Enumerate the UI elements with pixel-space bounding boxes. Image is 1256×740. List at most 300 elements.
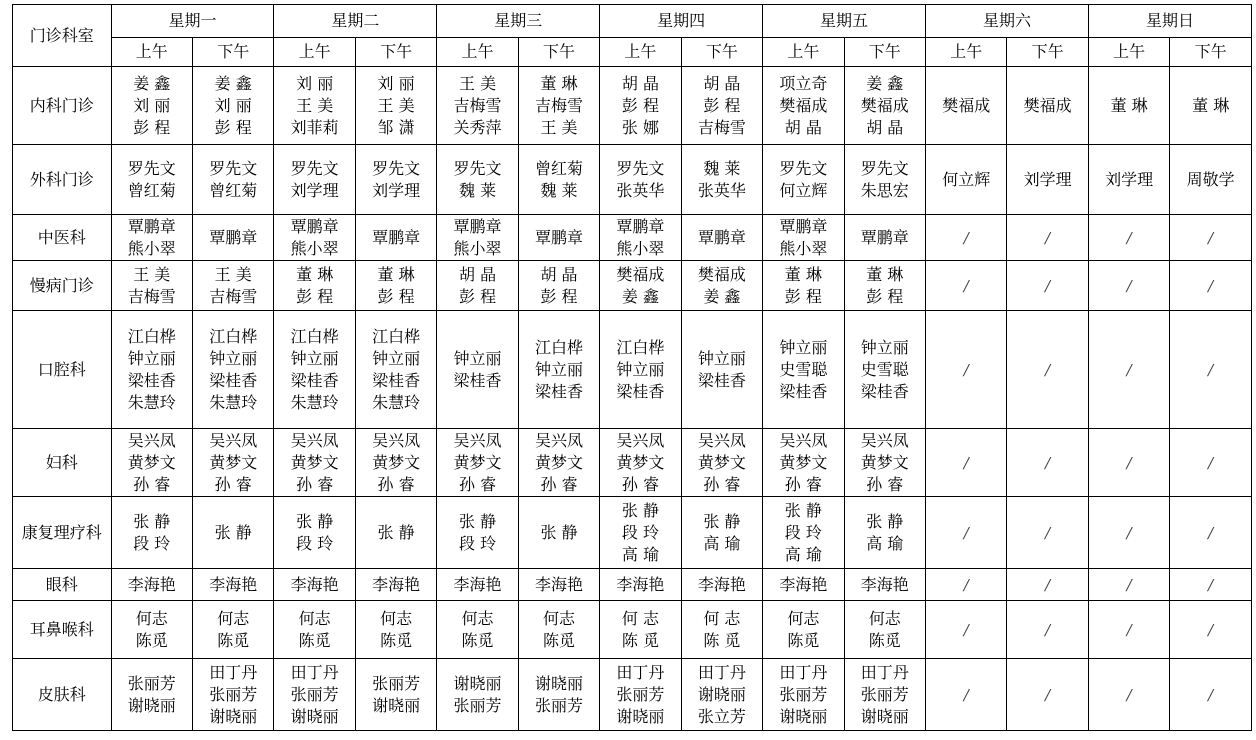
doctor-name: 张丽芳: [616, 684, 665, 704]
schedule-cell: [192, 215, 273, 261]
doctor-name: 吉梅雪: [697, 117, 746, 137]
doctor-name: 樊福成: [779, 95, 828, 115]
doctor-name: 张丽芳: [779, 684, 828, 704]
no-clinic-mark: /: [1045, 360, 1051, 379]
schedule-cell: [111, 429, 192, 497]
doctor-name: 张 静: [296, 511, 334, 531]
doctor-name: 彭 程: [214, 117, 252, 137]
doctor-name: 胡 晶: [459, 264, 497, 284]
schedule-cell: [1170, 145, 1252, 215]
day-header-sun: 星期日: [1088, 5, 1251, 38]
doctor-name: 李海艳: [209, 574, 258, 594]
department-name: 慢病门诊: [13, 261, 112, 311]
schedule-cell: [681, 215, 762, 261]
doctor-name: 李海艳: [372, 574, 421, 594]
doctor-name: 陈觅: [461, 630, 494, 650]
schedule-cell: [844, 659, 925, 731]
schedule-cell: [355, 311, 436, 429]
doctor-name: 覃鹏章: [697, 227, 746, 247]
no-clinic-mark: /: [963, 523, 969, 542]
day-header-wed: 星期三: [437, 5, 600, 38]
day-header-mon: 星期一: [111, 5, 274, 38]
doctor-name: 董 琳: [866, 264, 904, 284]
schedule-cell: [763, 429, 844, 497]
schedule-cell: [437, 311, 518, 429]
schedule-cell: [681, 145, 762, 215]
doctor-name: 梁桂香: [779, 381, 828, 401]
department-name: 耳鼻喉科: [13, 601, 112, 659]
schedule-cell: [274, 601, 355, 659]
schedule-cell: [111, 67, 192, 145]
slot-header-row: [13, 38, 1252, 67]
schedule-cell: [681, 311, 762, 429]
doctor-name: 姜 鑫: [703, 286, 741, 306]
doctor-name: 梁桂香: [453, 370, 502, 390]
doctor-name: 朱慧玲: [290, 392, 339, 412]
schedule-cell: [111, 601, 192, 659]
no-clinic-mark: /: [1126, 228, 1132, 247]
doctor-name: 谢晓丽: [697, 684, 746, 704]
doctor-name: 胡 晶: [621, 73, 659, 93]
doctor-name: 黄梦文: [127, 452, 176, 472]
schedule-cell: [763, 145, 844, 215]
doctor-name: 张丽芳: [453, 695, 502, 715]
doctor-name: 彭 程: [459, 286, 497, 306]
schedule-cell: [926, 215, 1007, 261]
no-clinic-mark: /: [1126, 453, 1132, 472]
schedule-cell: [926, 261, 1007, 311]
no-clinic-mark: /: [1208, 276, 1214, 295]
schedule-cell: [1088, 261, 1169, 311]
schedule-cell: [437, 497, 518, 569]
doctor-name: 江白桦: [372, 326, 421, 346]
doctor-name: 黄梦文: [697, 452, 746, 472]
doctor-name: 田丁丹: [209, 662, 258, 682]
schedule-cell: [355, 67, 436, 145]
doctor-name: 张丽芳: [372, 673, 421, 693]
schedule-cell: [681, 429, 762, 497]
schedule-cell: [926, 67, 1007, 145]
doctor-name: 刘 丽: [133, 95, 171, 115]
doctor-name: 何志: [461, 608, 494, 628]
doctor-name: 梁桂香: [534, 381, 583, 401]
doctor-name: 吴兴凤: [372, 430, 421, 450]
doctor-name: 张 静: [133, 511, 171, 531]
schedule-cell: [518, 601, 599, 659]
doctor-name: 孙 睿: [377, 474, 415, 494]
doctor-name: 董 琳: [296, 264, 334, 284]
no-clinic-mark: /: [1045, 453, 1051, 472]
doctor-name: 钟立丽: [127, 348, 176, 368]
no-clinic-mark: /: [963, 360, 969, 379]
doctor-name: 田丁丹: [779, 662, 828, 682]
schedule-body: [13, 67, 1252, 731]
schedule-cell: [1007, 659, 1088, 731]
schedule-cell: [681, 569, 762, 601]
schedule-cell: [355, 659, 436, 731]
doctor-name: 江白桦: [290, 326, 339, 346]
doctor-name: 李海艳: [779, 574, 828, 594]
schedule-cell: [274, 429, 355, 497]
schedule-cell: [926, 569, 1007, 601]
schedule-cell: [926, 659, 1007, 731]
schedule-cell: [926, 311, 1007, 429]
doctor-name: 樊福成: [697, 264, 746, 284]
doctor-name: 覃鹏章: [372, 227, 421, 247]
schedule-cell: [1007, 261, 1088, 311]
schedule-cell: [681, 601, 762, 659]
doctor-name: 孙 睿: [540, 474, 578, 494]
doctor-name: 钟立丽: [616, 359, 665, 379]
schedule-cell: [1170, 429, 1252, 497]
doctor-name: 钟立丽: [290, 348, 339, 368]
doctor-name: 陈觅: [787, 630, 820, 650]
doctor-name: 彭 程: [377, 286, 415, 306]
corner-label: 门诊科室: [13, 5, 112, 67]
no-clinic-mark: /: [1126, 620, 1132, 639]
schedule-cell: [1088, 569, 1169, 601]
day-header-sat: 星期六: [926, 5, 1089, 38]
no-clinic-mark: /: [1208, 453, 1214, 472]
schedule-cell: [926, 497, 1007, 569]
no-clinic-mark: /: [1045, 276, 1051, 295]
doctor-name: 王 美: [377, 95, 415, 115]
doctor-name: 梁桂香: [127, 370, 176, 390]
schedule-cell: [600, 311, 681, 429]
schedule-cell: [111, 569, 192, 601]
doctor-name: 董 琳: [1110, 95, 1148, 115]
schedule-cell: [844, 67, 925, 145]
schedule-cell: [1170, 67, 1252, 145]
schedule-cell: [437, 261, 518, 311]
schedule-cell: [844, 429, 925, 497]
doctor-name: 何志: [135, 608, 168, 628]
slot-header-pm: 下午: [192, 38, 273, 67]
schedule-cell: [1007, 215, 1088, 261]
department-row: [13, 429, 1252, 497]
doctor-name: 张英华: [616, 180, 665, 200]
doctor-name: 熊小翠: [779, 238, 828, 258]
no-clinic-mark: /: [1045, 228, 1051, 247]
doctor-name: 江白桦: [534, 337, 583, 357]
doctor-name: 樊福成: [942, 95, 991, 115]
no-clinic-mark: /: [1208, 360, 1214, 379]
doctor-name: 高 瑜: [866, 533, 904, 553]
schedule-cell: [355, 497, 436, 569]
doctor-name: 田丁丹: [860, 662, 909, 682]
doctor-name: 罗先文: [290, 158, 339, 178]
doctor-name: 张 静: [866, 511, 904, 531]
doctor-name: 刘学理: [372, 180, 421, 200]
doctor-name: 刘学理: [290, 180, 339, 200]
no-clinic-mark: /: [1045, 620, 1051, 639]
no-clinic-mark: /: [963, 453, 969, 472]
doctor-name: 谢晓丽: [453, 673, 502, 693]
doctor-name: 陈觅: [542, 630, 575, 650]
department-name: 口腔科: [13, 311, 112, 429]
doctor-name: 覃鹏章: [290, 216, 339, 236]
doctor-name: 陈觅: [868, 630, 901, 650]
schedule-cell: [926, 429, 1007, 497]
doctor-name: 何志: [542, 608, 575, 628]
doctor-name: 梁桂香: [697, 370, 746, 390]
doctor-name: 何立辉: [779, 180, 828, 200]
doctor-name: 段 玲: [459, 533, 497, 553]
doctor-name: 梁桂香: [860, 381, 909, 401]
no-clinic-mark: /: [1045, 685, 1051, 704]
doctor-name: 何志: [217, 608, 250, 628]
schedule-cell: [274, 261, 355, 311]
doctor-name: 吴兴凤: [860, 430, 909, 450]
doctor-name: 张丽芳: [127, 673, 176, 693]
department-name: 妇科: [13, 429, 112, 497]
doctor-name: 彭 程: [703, 95, 741, 115]
schedule-cell: [600, 429, 681, 497]
doctor-name: 黄梦文: [453, 452, 502, 472]
doctor-name: 魏 莱: [703, 158, 741, 178]
schedule-cell: [518, 497, 599, 569]
department-name: 中医科: [13, 215, 112, 261]
department-row: [13, 497, 1252, 569]
department-name: 眼科: [13, 569, 112, 601]
doctor-name: 钟立丽: [697, 348, 746, 368]
doctor-name: 李海艳: [860, 574, 909, 594]
schedule-cell: [681, 67, 762, 145]
schedule-cell: [192, 429, 273, 497]
doctor-name: 吴兴凤: [453, 430, 502, 450]
schedule-cell: [1088, 215, 1169, 261]
slot-header-pm: 下午: [1170, 38, 1252, 67]
doctor-name: 张 静: [377, 522, 415, 542]
doctor-name: 董 琳: [784, 264, 822, 284]
schedule-cell: [437, 569, 518, 601]
doctor-name: 张丽芳: [860, 684, 909, 704]
schedule-cell: [763, 215, 844, 261]
doctor-name: 刘 丽: [214, 95, 252, 115]
doctor-name: 谢晓丽: [779, 706, 828, 726]
schedule-cell: [111, 659, 192, 731]
schedule-cell: [111, 311, 192, 429]
schedule-cell: [1007, 145, 1088, 215]
doctor-name: 彭 程: [621, 95, 659, 115]
doctor-name: 孙 睿: [703, 474, 741, 494]
schedule-cell: [274, 659, 355, 731]
no-clinic-mark: /: [963, 620, 969, 639]
doctor-name: 彭 程: [866, 286, 904, 306]
doctor-name: 朱思宏: [860, 180, 909, 200]
department-row: [13, 659, 1252, 731]
doctor-name: 张 静: [459, 511, 497, 531]
department-row: [13, 261, 1252, 311]
day-header-tue: 星期二: [274, 5, 437, 38]
schedule-cell: [437, 215, 518, 261]
schedule-cell: [111, 497, 192, 569]
doctor-name: 梁桂香: [372, 370, 421, 390]
doctor-name: 王 美: [214, 264, 252, 284]
schedule-cell: [437, 659, 518, 731]
doctor-name: 罗先文: [372, 158, 421, 178]
schedule-cell: [600, 569, 681, 601]
doctor-name: 谢晓丽: [372, 695, 421, 715]
doctor-name: 江白桦: [616, 337, 665, 357]
schedule-cell: [274, 67, 355, 145]
doctor-name: 张英华: [697, 180, 746, 200]
schedule-cell: [1170, 311, 1252, 429]
schedule-cell: [355, 569, 436, 601]
doctor-name: 何志: [298, 608, 331, 628]
schedule-cell: [518, 145, 599, 215]
schedule-cell: [1170, 569, 1252, 601]
schedule-cell: [1170, 261, 1252, 311]
doctor-name: 姜 鑫: [866, 73, 904, 93]
doctor-name: 姜 鑫: [214, 73, 252, 93]
doctor-name: 高 瑜: [784, 544, 822, 564]
schedule-cell: [763, 497, 844, 569]
doctor-name: 田丁丹: [616, 662, 665, 682]
schedule-cell: [355, 145, 436, 215]
schedule-cell: [111, 145, 192, 215]
doctor-name: 张立芳: [697, 706, 746, 726]
department-row: [13, 601, 1252, 659]
schedule-cell: [192, 67, 273, 145]
no-clinic-mark: /: [1045, 523, 1051, 542]
doctor-name: 李海艳: [127, 574, 176, 594]
schedule-cell: [681, 261, 762, 311]
schedule-cell: [274, 497, 355, 569]
doctor-name: 史雪聪: [779, 359, 828, 379]
doctor-name: 谢晓丽: [127, 695, 176, 715]
schedule-cell: [192, 311, 273, 429]
doctor-name: 黄梦文: [534, 452, 583, 472]
schedule-cell: [600, 261, 681, 311]
doctor-name: 邹 潇: [377, 117, 415, 137]
doctor-name: 钟立丽: [453, 348, 502, 368]
schedule-cell: [844, 145, 925, 215]
schedule-cell: [1088, 311, 1169, 429]
doctor-name: 黄梦文: [860, 452, 909, 472]
doctor-name: 陈觅: [380, 630, 413, 650]
no-clinic-mark: /: [1045, 575, 1051, 594]
doctor-name: 陈觅: [217, 630, 250, 650]
doctor-name: 段 玲: [621, 522, 659, 542]
department-row: [13, 215, 1252, 261]
doctor-name: 覃鹏章: [453, 216, 502, 236]
doctor-name: 李海艳: [616, 574, 665, 594]
schedule-cell: [1007, 311, 1088, 429]
schedule-cell: [1007, 429, 1088, 497]
schedule-cell: [192, 145, 273, 215]
doctor-name: 孙 睿: [133, 474, 171, 494]
doctor-name: 孙 睿: [621, 474, 659, 494]
schedule-cell: [437, 429, 518, 497]
schedule-cell: [274, 145, 355, 215]
doctor-name: 胡 晶: [866, 117, 904, 137]
doctor-name: 王 美: [133, 264, 171, 284]
schedule-cell: [1088, 67, 1169, 145]
schedule-cell: [111, 215, 192, 261]
slot-header-pm: 下午: [518, 38, 599, 67]
doctor-name: 钟立丽: [209, 348, 258, 368]
schedule-cell: [600, 601, 681, 659]
doctor-name: 王 美: [459, 73, 497, 93]
doctor-name: 胡 晶: [703, 73, 741, 93]
schedule-cell: [437, 145, 518, 215]
department-row: [13, 311, 1252, 429]
doctor-name: 谢晓丽: [209, 706, 258, 726]
doctor-name: 朱慧玲: [372, 392, 421, 412]
doctor-name: 张 静: [540, 522, 578, 542]
schedule-cell: [1007, 67, 1088, 145]
doctor-name: 陈 觅: [703, 630, 741, 650]
no-clinic-mark: /: [963, 276, 969, 295]
schedule-cell: [600, 659, 681, 731]
doctor-name: 曾红菊: [534, 158, 583, 178]
doctor-name: 何志: [380, 608, 413, 628]
doctor-name: 彭 程: [540, 286, 578, 306]
department-row: [13, 145, 1252, 215]
schedule-cell: [763, 67, 844, 145]
doctor-name: 刘学理: [1105, 169, 1154, 189]
doctor-name: 何志: [868, 608, 901, 628]
schedule-cell: [844, 569, 925, 601]
doctor-name: 陈觅: [135, 630, 168, 650]
doctor-name: 吴兴凤: [697, 430, 746, 450]
doctor-name: 关秀萍: [453, 117, 502, 137]
doctor-name: 彭 程: [133, 117, 171, 137]
doctor-name: 段 玲: [133, 533, 171, 553]
day-header-thu: 星期四: [600, 5, 763, 38]
doctor-name: 胡 晶: [784, 117, 822, 137]
schedule-cell: [763, 659, 844, 731]
doctor-name: 李海艳: [697, 574, 746, 594]
doctor-name: 谢晓丽: [860, 706, 909, 726]
schedule-cell: [274, 569, 355, 601]
doctor-name: 黄梦文: [372, 452, 421, 472]
doctor-name: 熊小翠: [453, 238, 502, 258]
doctor-name: 覃鹏章: [534, 227, 583, 247]
slot-header-am: 上午: [926, 38, 1007, 67]
department-name: 外科门诊: [13, 145, 112, 215]
doctor-name: 曾红菊: [127, 180, 176, 200]
doctor-name: 刘 丽: [377, 73, 415, 93]
doctor-name: 高 瑜: [621, 544, 659, 564]
doctor-name: 江白桦: [209, 326, 258, 346]
schedule-cell: [1088, 497, 1169, 569]
doctor-name: 覃鹏章: [779, 216, 828, 236]
schedule-cell: [600, 215, 681, 261]
clinic-schedule-table: [12, 4, 1252, 731]
schedule-cell: [437, 67, 518, 145]
doctor-name: 王 美: [296, 95, 334, 115]
schedule-cell: [926, 601, 1007, 659]
slot-header-am: 上午: [274, 38, 355, 67]
doctor-name: 钟立丽: [534, 359, 583, 379]
doctor-name: 吴兴凤: [616, 430, 665, 450]
doctor-name: 彭 程: [784, 286, 822, 306]
doctor-name: 罗先文: [209, 158, 258, 178]
doctor-name: 覃鹏章: [127, 216, 176, 236]
doctor-name: 梁桂香: [290, 370, 339, 390]
doctor-name: 张丽芳: [290, 684, 339, 704]
doctor-name: 樊福成: [1023, 95, 1072, 115]
schedule-cell: [518, 569, 599, 601]
doctor-name: 罗先文: [616, 158, 665, 178]
schedule-cell: [1088, 601, 1169, 659]
schedule-cell: [274, 311, 355, 429]
doctor-name: 刘学理: [1023, 169, 1072, 189]
schedule-cell: [518, 215, 599, 261]
no-clinic-mark: /: [1126, 523, 1132, 542]
